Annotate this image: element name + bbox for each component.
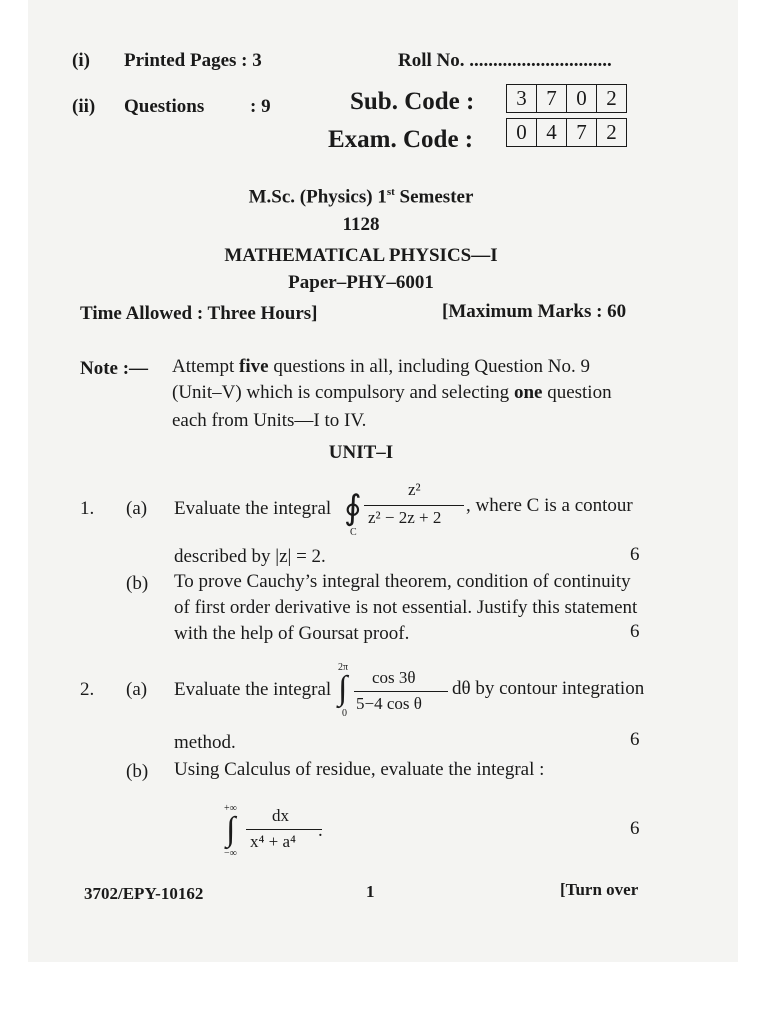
sub-code-digit-2: 7	[536, 85, 566, 112]
maximum-marks: [Maximum Marks : 60	[442, 301, 627, 322]
q1b-marks: 6	[630, 621, 640, 642]
q2a-fraction-bar	[354, 691, 448, 692]
paper-code: Paper–PHY–6001	[288, 272, 434, 293]
q1a-label: (a)	[126, 498, 148, 519]
q1a-denominator: z² − 2z + 2	[368, 508, 442, 527]
subject-title: MATHEMATICAL PHYSICS—I	[224, 245, 498, 266]
q1a-marks: 6	[630, 544, 640, 565]
printed-pages: Printed Pages : 3	[124, 50, 262, 71]
exam-code-label: Exam. Code :	[328, 126, 474, 153]
q2a-line-2: method.	[174, 732, 236, 753]
q2b-marks: 6	[630, 818, 640, 839]
q1a-fraction-bar	[364, 505, 464, 506]
q1a-contour-subscript: C	[350, 527, 357, 538]
sub-code-digit-1: 3	[516, 86, 527, 110]
turn-over: [Turn over	[560, 880, 639, 899]
q1b-line-2: of first order derivative is not essential. Justify this statement	[174, 597, 638, 618]
exam-code-digit-2: 4	[536, 119, 566, 146]
q1a-text: Evaluate the integral	[174, 498, 332, 519]
paper-number: 1128	[342, 214, 380, 235]
pages-number: (i)	[72, 50, 90, 71]
questions-label: Questions	[124, 96, 205, 117]
q2a-upper-limit: 2π	[338, 662, 349, 673]
note-line-2: (Unit–V) which is compulsory and selecting one question	[172, 382, 612, 403]
q2a-lower-limit: 0	[342, 708, 347, 719]
sub-code-label: Sub. Code :	[350, 88, 475, 115]
q2b-lower-limit: −∞	[224, 848, 237, 859]
q1b-label: (b)	[126, 573, 149, 594]
exam-code-digit-3: 7	[566, 119, 596, 146]
questions-number: (ii)	[72, 96, 96, 117]
integral-sign-2: ∫	[226, 811, 236, 848]
q2b-fraction-bar	[246, 829, 322, 830]
note-label: Note :—	[80, 358, 149, 379]
q2a-label: (a)	[126, 679, 148, 700]
note-line-1: Attempt five questions in all, including Question No. 9	[172, 356, 590, 377]
page-number: 1	[366, 882, 375, 901]
q2b-after: .	[318, 820, 323, 841]
q1a-line-2: described by |z| = 2.	[174, 546, 326, 567]
q2a-numerator: cos 3θ	[372, 668, 416, 687]
q2b-label: (b)	[126, 761, 149, 782]
note-line-3: each from Units—I to IV.	[172, 410, 367, 431]
roll-number-line: Roll No. ..............................	[398, 50, 612, 71]
questions-count: : 9	[250, 96, 271, 117]
q2a-after: dθ by contour integration	[452, 678, 645, 699]
contour-integral-sign: ∮	[344, 490, 362, 527]
unit-heading: UNIT–I	[328, 442, 394, 463]
footer-code: 3702/EPY-10162	[84, 884, 204, 903]
q2a-denominator: 5−4 cos θ	[356, 694, 422, 713]
time-allowed: Time Allowed : Three Hours]	[80, 303, 318, 324]
q2b-denominator: x⁴ + a⁴	[250, 832, 296, 851]
exam-code-digit-1: 0	[516, 120, 527, 144]
q2b-upper-limit: +∞	[224, 803, 237, 814]
q2-number: 2.	[80, 679, 95, 700]
q2a-text: Evaluate the integral	[174, 679, 332, 700]
sub-code-boxes	[506, 84, 627, 113]
q1a-after: , where C is a contour	[466, 495, 633, 516]
integral-sign: ∫	[338, 670, 348, 707]
q1-number: 1.	[80, 498, 95, 519]
q1b-line-1: To prove Cauchy’s integral theorem, condition of continuity	[174, 571, 631, 592]
course-title: M.Sc. (Physics) 1st Semester	[248, 186, 474, 208]
sub-code-digit-3: 0	[566, 85, 596, 112]
q2a-marks: 6	[630, 729, 640, 750]
q2b-text: Using Calculus of residue, evaluate the integral :	[174, 759, 545, 780]
exam-code-digit-4: 2	[596, 119, 626, 146]
exam-code-boxes	[506, 118, 627, 147]
q1b-line-3: with the help of Goursat proof.	[174, 623, 410, 644]
sub-code-digit-4: 2	[596, 85, 626, 112]
exam-paper	[28, 0, 738, 962]
q2b-numerator: dx	[272, 806, 289, 825]
q1a-numerator: z²	[408, 480, 421, 499]
